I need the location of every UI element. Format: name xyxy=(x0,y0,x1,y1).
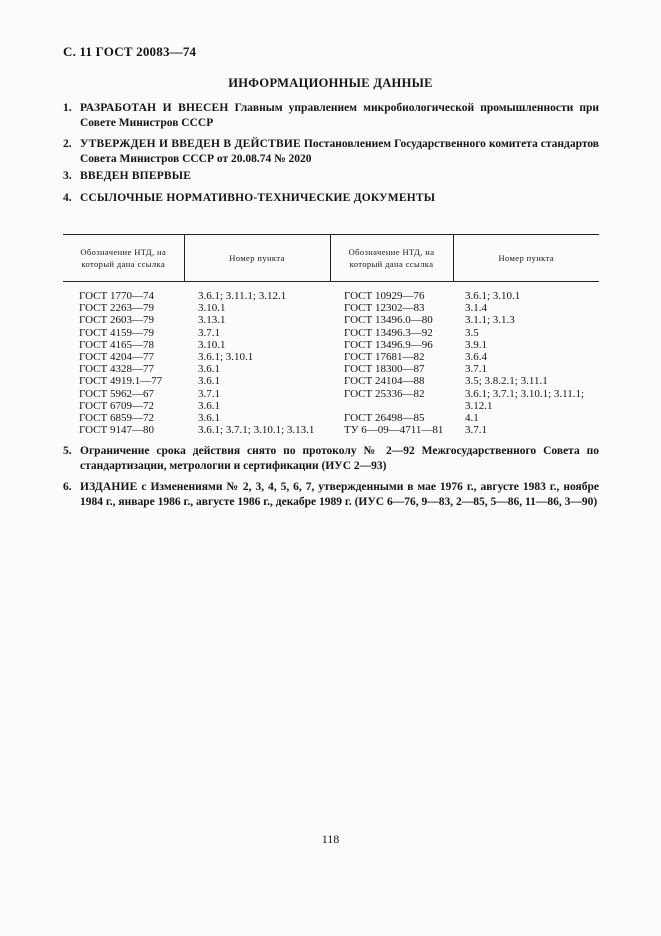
point-cell: 4.1 xyxy=(465,412,479,425)
point-cell: 3.1.1; 3.1.3 xyxy=(465,314,515,327)
doc-cell: ГОСТ 6709—72 xyxy=(79,399,154,412)
section-title: ИНФОРМАЦИОННЫЕ ДАННЫЕ xyxy=(228,76,433,90)
point-cell: 3.6.1; 3.7.1; 3.10.1; 3.11.1; xyxy=(465,387,585,400)
doc-cell: ГОСТ 6859—72 xyxy=(79,412,154,425)
point-cell: 3.10.1 xyxy=(198,338,226,351)
doc-cell: ГОСТ 4165—78 xyxy=(79,338,154,351)
info-item-4 xyxy=(63,191,599,206)
doc-cell: ГОСТ 26498—85 xyxy=(344,412,425,425)
point-cell: 3.7.1 xyxy=(198,387,220,400)
point-cell: 3.5 xyxy=(465,326,479,339)
doc-cell: ГОСТ 13496.9—96 xyxy=(344,338,433,351)
doc-cell: ГОСТ 12302—83 xyxy=(344,302,425,315)
page-header: С. 11 ГОСТ 20083—74 xyxy=(63,44,197,59)
doc-cell: ГОСТ 2603—79 xyxy=(79,314,154,327)
header-point-right: Номер пункта xyxy=(453,235,599,282)
point-cell: 3.6.1 xyxy=(198,363,220,376)
point-cell: 3.6.1; 3.7.1; 3.10.1; 3.13.1 xyxy=(198,424,315,437)
item-text: Главным управлением микробиологической промышленности при Совете Министров СССР xyxy=(80,102,600,129)
doc-cell: ТУ 6—09—4711—81 xyxy=(344,424,444,437)
left-points-column xyxy=(184,290,330,436)
point-cell: 3.13.1 xyxy=(198,314,226,327)
point-cell: 3.6.1; 3.11.1; 3.12.1 xyxy=(198,290,287,302)
doc-cell: ГОСТ 4159—79 xyxy=(79,326,154,339)
item-text: Постановлением Государственного комитета стандартов Совета Министров СССР от 20.08.74 № 2020 xyxy=(80,138,599,165)
item-number: 6. xyxy=(63,481,72,493)
header-point-left: Номер пункта xyxy=(184,235,330,282)
point-cell: 3.7.1 xyxy=(198,326,220,339)
point-cell: 3.6.1 xyxy=(198,399,220,412)
point-cell: 3.1.4 xyxy=(465,302,487,315)
referenced-documents-table xyxy=(63,234,599,436)
doc-cell: ГОСТ 18300—87 xyxy=(344,363,425,376)
doc-cell: ГОСТ 1770—74 xyxy=(79,290,154,302)
doc-cell: ГОСТ 10929—76 xyxy=(344,290,425,302)
doc-cell: ГОСТ 9147—80 xyxy=(79,424,154,437)
doc-cell: ГОСТ 4204—77 xyxy=(79,351,154,364)
point-cell: 3.6.4 xyxy=(465,351,487,364)
point-cell: 3.6.1 xyxy=(198,375,220,388)
header-doc-left: Обозначение НТД, на который дана ссылка xyxy=(63,235,184,282)
doc-cell: ГОСТ 13496.3—92 xyxy=(344,326,433,339)
item-lead: УТВЕРЖДЕН И ВВЕДЕН В ДЕЙСТВИЕ xyxy=(80,138,301,150)
point-cell: 3.7.1 xyxy=(465,424,487,437)
info-item-6 xyxy=(63,480,599,510)
item-number: 4. xyxy=(63,192,72,204)
info-item-2 xyxy=(63,137,599,167)
item-number: 3. xyxy=(63,170,72,182)
doc-cell: ГОСТ 2263—79 xyxy=(79,302,154,315)
item-lead: РАЗРАБОТАН И ВНЕСЕН xyxy=(80,102,229,114)
doc-cell: ГОСТ 17681—82 xyxy=(344,351,425,364)
doc-cell xyxy=(344,400,453,412)
page-number: 118 xyxy=(321,832,340,846)
point-cell: 3.12.1 xyxy=(465,399,493,412)
doc-cell: ГОСТ 5962—67 xyxy=(79,387,154,400)
right-docs-column xyxy=(330,290,453,436)
info-item-3 xyxy=(63,169,599,184)
item-number: 5. xyxy=(63,445,72,457)
doc-cell: ГОСТ 13496.0—80 xyxy=(344,314,433,327)
point-cell: 3.7.1 xyxy=(465,363,487,376)
point-cell: 3.6.1; 3.10.1 xyxy=(198,351,254,364)
left-docs-column xyxy=(63,290,184,436)
info-item-1 xyxy=(63,101,599,131)
point-cell: 3.6.1; 3.10.1 xyxy=(465,290,521,302)
doc-cell: ГОСТ 24104—88 xyxy=(344,375,425,388)
doc-cell: ГОСТ 4328—77 xyxy=(79,363,154,376)
item-lead: ВВЕДЕН ВПЕРВЫЕ xyxy=(80,170,192,182)
right-points-column xyxy=(453,290,599,436)
info-item-5 xyxy=(63,444,599,474)
doc-cell: ГОСТ 4919.1—77 xyxy=(79,375,163,388)
point-cell: 3.9.1 xyxy=(465,338,487,351)
item-lead: ИЗДАНИЕ xyxy=(80,481,138,493)
doc-cell: ГОСТ 25336—82 xyxy=(344,387,425,400)
point-cell: 3.5; 3.8.2.1; 3.11.1 xyxy=(465,375,548,388)
item-lead: ССЫЛОЧНЫЕ НОРМАТИВНО-ТЕХНИЧЕСКИЕ ДОКУМЕНТЫ xyxy=(80,192,436,204)
item-text: с Изменениями № 2, 3, 4, 5, 6, 7, утвержденными в мае 1976 г., августе 1983 г., ноябре 1984 г., январе 1986 г., августе 1986 г., декабре 1989 г. (ИУС 6—76, 9—83, 2—85, 5—86, 11—86, 3—90) xyxy=(80,481,599,508)
point-cell: 3.10.1 xyxy=(198,302,226,315)
item-number: 2. xyxy=(63,138,72,150)
header-doc-right: Обозначение НТД, на который дана ссылка xyxy=(330,235,453,282)
item-text: Ограничение срока действия снято по протоколу № 2—92 Межгосударственного Совета по стандартизации, метрологии и сертификации (ИУС 2—93) xyxy=(80,445,599,472)
point-cell: 3.6.1 xyxy=(198,412,220,425)
item-number: 1. xyxy=(63,102,72,114)
